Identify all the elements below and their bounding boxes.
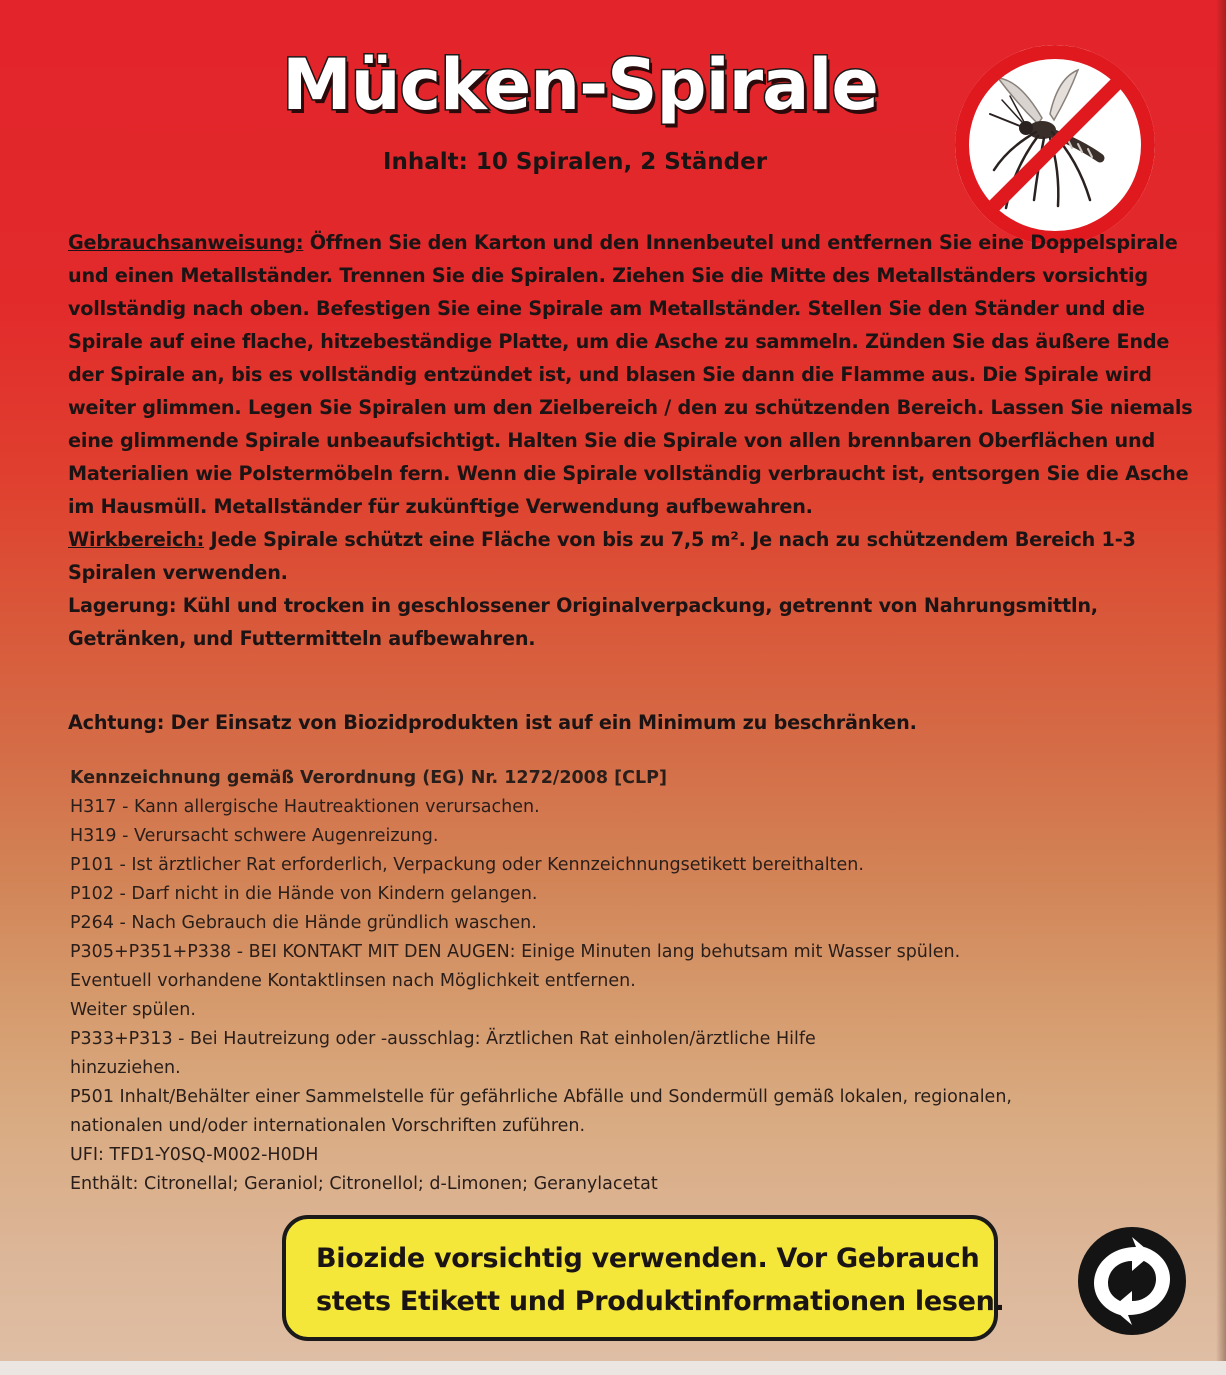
- hazard-line: nationalen und/oder internationalen Vorschriften zuführen.: [70, 1116, 586, 1136]
- usage-instructions-text: Öffnen Sie den Karton und den Innenbeutel und entfernen Sie eine Doppelspirale und einen Metallständer. Trennen Sie die Spiralen. Ziehen Sie die Mitte des Metallständers vorsichtig vollständig nach oben. Befestigen Sie eine Spirale am Metallständer. Stellen Sie den Ständer und die Spirale auf eine flache, hitzebeständige Platte, um die Asche zu sammeln. Zünden Sie das äußere Ende der Spirale an, bis es vollständig entzündet ist, und blasen Sie dann die Flamme aus. Die Spirale wird weiter glimmen. Legen Sie Spiralen um den Zielbereich / den zu schützenden Bereich. Lassen Sie niemals eine glimmende Spirale unbeaufsichtigt. Halten Sie die Spirale von allen brennbaren Oberflächen und Materialien wie Polstermöbeln fern. Wenn die Spirale vollständig verbraucht ist, entsorgen Sie die Asche im Hausmüll. Metallständer für zukünftige Verwendung aufbewahren.: [68, 231, 1193, 518]
- usage-instructions-label: Gebrauchsanweisung:: [68, 231, 304, 254]
- biocide-warning: Achtung: Der Einsatz von Biozidprodukten ist auf ein Minimum zu beschränken.: [68, 711, 917, 734]
- product-title: Mücken-Spirale: [282, 44, 878, 126]
- hazard-line: UFI: TFD1-Y0SQ-M002-H0DH: [70, 1145, 319, 1165]
- no-mosquito-icon: [950, 40, 1160, 250]
- hazard-statements: [70, 764, 1170, 1199]
- hazard-line: P501 Inhalt/Behälter einer Sammelstelle für gefährliche Abfälle und Sondermüll gemäß lokalen, regionalen,: [70, 1087, 1012, 1107]
- hazard-line: P102 - Darf nicht in die Hände von Kindern gelangen.: [70, 884, 538, 904]
- banner-line-2: stets Etikett und Produktinformationen lesen.: [316, 1286, 1005, 1317]
- hazard-line: P264 - Nach Gebrauch die Hände gründlich waschen.: [70, 913, 537, 933]
- box-bottom-edge: [0, 1361, 1226, 1375]
- hazard-line: hinzuziehen.: [70, 1058, 181, 1078]
- storage-instructions: Lagerung: Kühl und trocken in geschlossener Originalverpackung, getrennt von Nahrungsmittln, Getränken, und Futtermitteln aufbewahren.: [68, 594, 1098, 650]
- hazard-line: H317 - Kann allergische Hautreaktionen verursachen.: [70, 797, 540, 817]
- green-dot-recycling-icon: [1076, 1225, 1188, 1337]
- hazard-heading: Kennzeichnung gemäß Verordnung (EG) Nr. 1272/2008 [CLP]: [70, 768, 667, 788]
- hazard-line: Enthält: Citronellal; Geraniol; Citronellol; d-Limonen; Geranylacetat: [70, 1174, 658, 1194]
- effective-range-label: Wirkbereich:: [68, 528, 205, 551]
- usage-instructions: [68, 226, 1198, 523]
- hazard-line: P101 - Ist ärztlicher Rat erforderlich, Verpackung oder Kennzeichnungsetikett bereithalten.: [70, 855, 864, 875]
- contents-subtitle: Inhalt: 10 Spiralen, 2 Ständer: [382, 149, 768, 175]
- effective-range: [68, 523, 1198, 589]
- instructions-block: [68, 226, 1198, 655]
- hazard-line: Eventuell vorhandene Kontaktlinsen nach Möglichkeit entfernen.: [70, 971, 636, 991]
- biocide-caution-banner: [282, 1215, 1005, 1341]
- effective-range-text: Jede Spirale schützt eine Fläche von bis zu 7,5 m². Je nach zu schützendem Bereich 1-3 Spiralen verwenden.: [68, 528, 1136, 584]
- hazard-line: H319 - Verursacht schwere Augenreizung.: [70, 826, 439, 846]
- box-edge-shadow: [1216, 0, 1226, 1375]
- hazard-line: Weiter spülen.: [70, 1000, 196, 1020]
- hazard-line: P333+P313 - Bei Hautreizung oder -ausschlag: Ärztlichen Rat einholen/ärztliche Hilfe: [70, 1029, 816, 1049]
- banner-line-1: Biozide vorsichtig verwenden. Vor Gebrauch: [316, 1243, 980, 1274]
- hazard-line: P305+P351+P338 - BEI KONTAKT MIT DEN AUGEN: Einige Minuten lang behutsam mit Wasser spülen.: [70, 942, 961, 962]
